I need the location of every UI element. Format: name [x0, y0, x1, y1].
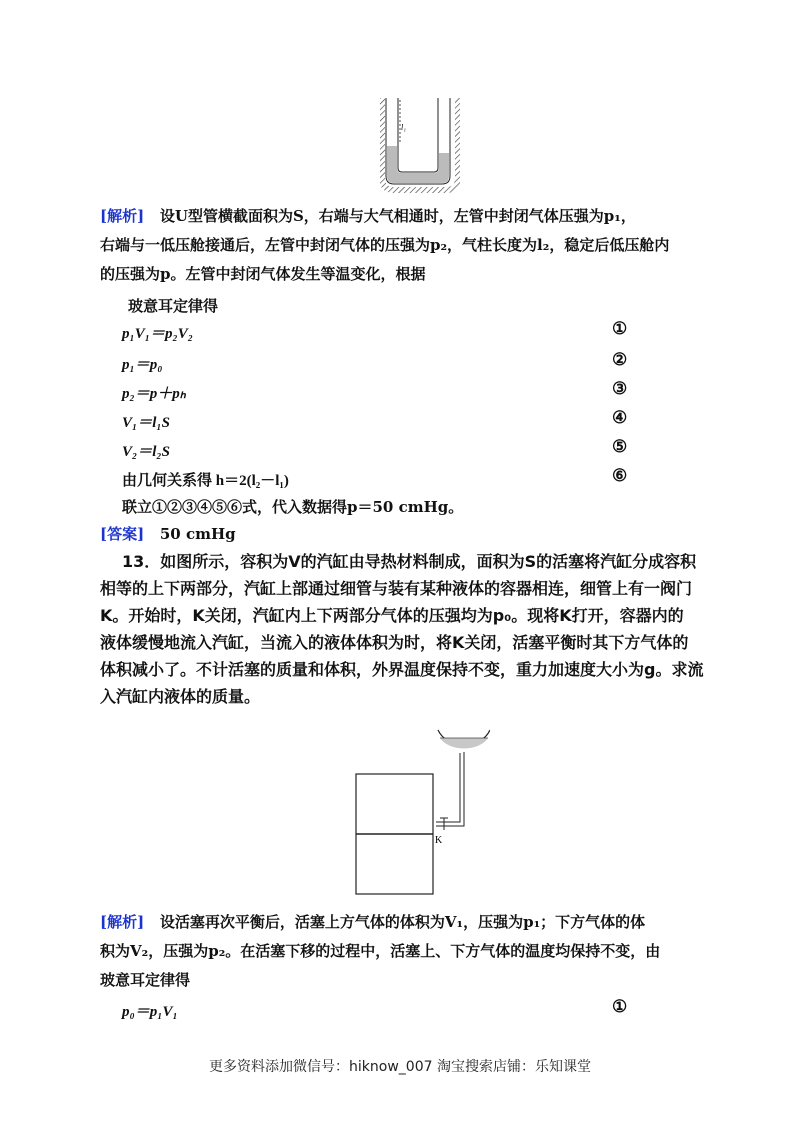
equation-5-mark: ⑤: [612, 437, 628, 457]
equation-3-mark: ③: [612, 379, 628, 399]
analysis2-line2: 积为V₂，压强为p₂。在活塞下移的过程中，活塞上、下方气体的温度均保持不变，由: [100, 942, 661, 960]
problem13-line: 液体缓慢地流入汽缸，当流入的液体体积为时，将K关闭，活塞平衡时其下方气体的: [100, 633, 689, 652]
analysis1-line2: 右端与一低压舱接通后，左管中封闭气体的压强为p₂，气柱长度为l₂，稳定后低压舱内: [100, 236, 670, 254]
problem13-line: 体积减小了。不计活塞的质量和体积，外界温度保持不变，重力加速度大小为g。求流: [100, 660, 704, 679]
answer1-value: 50 cmHg: [159, 525, 236, 543]
valve-k: [440, 818, 448, 830]
analysis1-tag: [解析]: [100, 207, 145, 225]
equation-2: p₁＝p₀: [122, 357, 163, 373]
analysis1-line4: 玻意耳定律得: [128, 297, 219, 315]
equation-a2-1-mark: ①: [612, 997, 628, 1017]
equation-3: p₂＝p＋pₕ: [122, 386, 186, 402]
analysis1-text1: 设U型管横截面积为S，右端与大气相通时，左管中封闭气体压强为p₁，: [159, 207, 636, 225]
analysis1-line1: [100, 206, 710, 226]
footer-text: 更多资料添加微信号：hiknow_007 淘宝搜索店铺：乐知课堂: [209, 1059, 591, 1075]
analysis2-text1: 设活塞再次平衡后，活塞上方气体的体积为V₁，压强为p₁；下方气体的体: [159, 913, 646, 931]
equation-4-mark: ④: [612, 408, 628, 428]
problem13-line: K。开始时，K关闭，汽缸内上下两部分气体的压强均为p₀。现将K打开，容器内的: [100, 606, 684, 625]
problem13-line: 入汽缸内液体的质量。: [100, 687, 261, 706]
u-tube-figure: [380, 98, 460, 193]
analysis2-line1: [100, 912, 710, 932]
analysis1-conclusion: 联立①②③④⑤⑥式，代入数据得p＝50 cmHg。: [122, 498, 464, 516]
equation-4: V₁＝l₁S: [122, 415, 170, 431]
analysis1-line3: 的压强为p。左管中封闭气体发生等温变化，根据: [100, 265, 426, 283]
problem13-line: 13．如图所示，容积为V的汽缸由导热材料制成，面积为S的活塞将汽缸分成容积: [122, 552, 697, 571]
label-l1: l₁: [401, 123, 407, 132]
equation-2-mark: ②: [612, 350, 628, 370]
problem13-line: 相等的上下两部分，汽缸上部通过细管与装有某种液体的容器相连，细管上有一阀门: [100, 579, 693, 598]
equation-1-mark: ①: [612, 319, 628, 339]
liquid: [440, 738, 488, 748]
equation-6: 由几何关系得 h＝2(l₂－l₁): [122, 473, 289, 489]
answer1-tag: [答案]: [100, 525, 145, 543]
tube: [436, 753, 460, 822]
analysis2-tag: [解析]: [100, 913, 145, 931]
answer1: [100, 524, 710, 544]
equation-5: V₂＝l₂S: [122, 444, 170, 460]
analysis2-line3: 玻意耳定律得: [100, 971, 191, 989]
problem13-text: [100, 548, 710, 710]
label-k: K: [435, 835, 443, 846]
cylinder-figure: [350, 722, 490, 897]
equation-a2-1: p₀＝p₁V₁: [122, 1004, 178, 1020]
equation-6-mark: ⑥: [612, 466, 628, 486]
equation-1: p₁V₁＝p₂V₂: [122, 326, 193, 342]
